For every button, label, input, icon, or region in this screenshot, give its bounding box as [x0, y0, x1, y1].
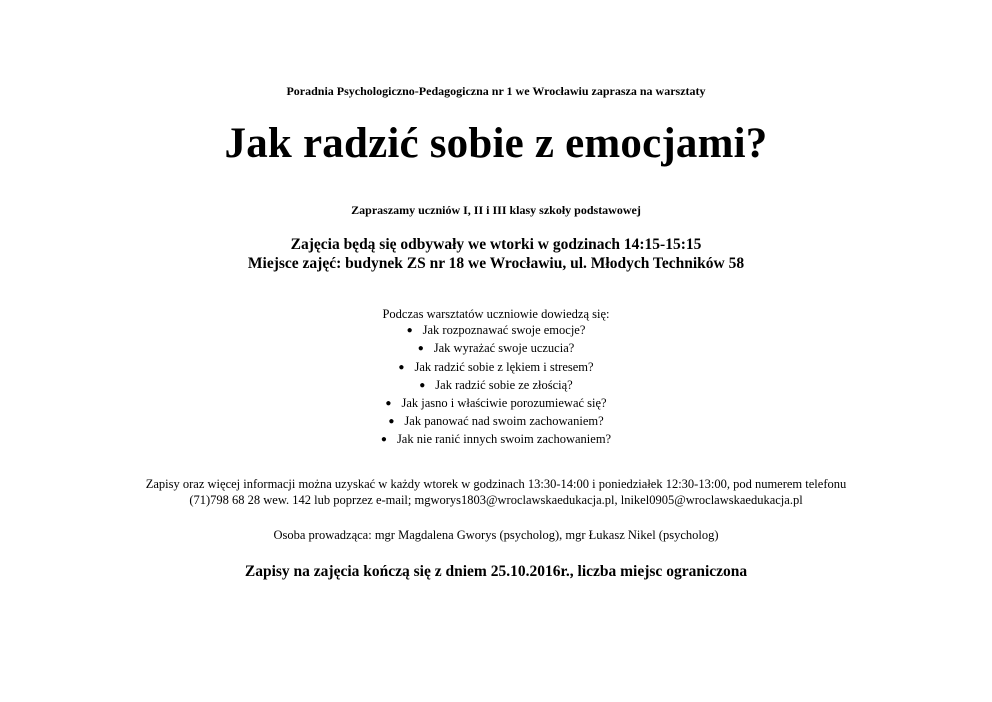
signup-line-1: Zapisy oraz więcej informacji można uzyskać w każdy wtorek w godzinach 13:30-14:00 i poniedziałek 12:30-13:00, pod numerem telefonu [145, 477, 847, 491]
topic-text: Jak panować nad swoim zachowaniem? [404, 414, 604, 429]
list-item [0, 340, 992, 358]
deadline-line: Zapisy na zajęcia kończą się z dniem 25.10.2016r., liczba miejsc ograniczona [244, 563, 748, 580]
topics-heading: Podczas warsztatów uczniowie dowiedzą się: [382, 307, 610, 321]
list-item [0, 413, 992, 431]
audience-line: Zapraszamy uczniów I, II i III klasy szkoły podstawowej [351, 203, 641, 217]
page-title: Jak radzić sobie z emocjami? [224, 120, 768, 167]
bullet-icon: ● [388, 416, 395, 428]
list-item [0, 395, 992, 413]
bullet-icon: ● [406, 325, 413, 337]
bullet-icon: ● [419, 379, 426, 391]
bullet-icon: ● [398, 361, 405, 373]
topic-text: Jak radzić sobie z lękiem i stresem? [414, 359, 594, 374]
signup-line-2: (71)798 68 28 wew. 142 lub poprzez e-mail; mgworys1803@wroclawskaedukacja.pl, lnikel0905@wroclawskaedukacja.pl [189, 493, 803, 507]
bullet-icon: ● [385, 398, 392, 410]
topics-block [0, 306, 992, 450]
list-item [0, 359, 992, 377]
topic-text: Jak wyrażać swoje uczucia? [433, 341, 575, 356]
list-item [0, 431, 992, 449]
topics-list [0, 322, 992, 449]
topic-text: Jak rozpoznawać swoje emocje? [422, 323, 586, 338]
list-item [0, 322, 992, 340]
signup-info [0, 476, 992, 508]
intro-line: Poradnia Psychologiczno-Pedagogiczna nr 1 we Wrocławiu zaprasza na warsztaty [286, 84, 706, 98]
schedule-time: Zajęcia będą się odbywały we wtorki w godzinach 14:15-15:15 [290, 236, 702, 253]
bullet-icon: ● [380, 434, 387, 446]
schedule-block [0, 235, 992, 273]
topic-text: Jak radzić sobie ze złością? [435, 377, 573, 392]
list-item [0, 377, 992, 395]
bullet-icon: ● [417, 343, 424, 355]
topic-text: Jak nie ranić innych swoim zachowaniem? [396, 432, 612, 447]
leaders-line: Osoba prowadząca: mgr Magdalena Gworys (psycholog), mgr Łukasz Nikel (psycholog) [273, 528, 719, 542]
topic-text: Jak jasno i właściwie porozumiewać się? [401, 396, 607, 411]
schedule-place: Miejsce zajęć: budynek ZS nr 18 we Wrocławiu, ul. Młodych Techników 58 [247, 255, 745, 272]
